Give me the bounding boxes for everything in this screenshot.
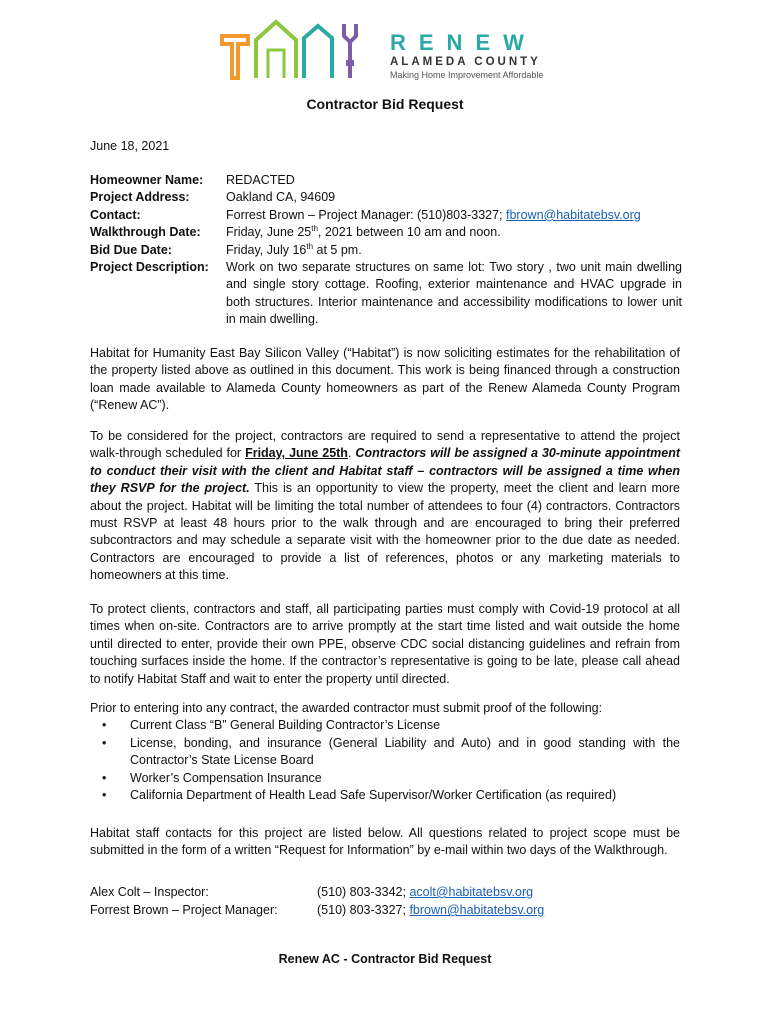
list-item-text: California Department of Health Lead Safe Supervisor/Worker Certification (as required) <box>130 788 617 803</box>
due-row <box>90 242 682 259</box>
page-footer: Renew AC - Contractor Bid Request <box>278 952 492 966</box>
list-item-text: License, bonding, and insurance (General Liability and Auto) and in good standing with the Contractor’s State License Board <box>130 735 680 768</box>
walkthrough-text-a: To be considered for the project, contractors are required to send a representative to attend the project walk-through scheduled for <box>90 429 680 461</box>
staff-contacts <box>90 883 682 919</box>
project-info <box>90 172 682 329</box>
bullet-icon: • <box>102 735 107 750</box>
walkthrough-date-emphasis: Friday, June 25th <box>245 446 348 461</box>
description-label: Project Description: <box>90 260 209 275</box>
description-row <box>90 259 682 329</box>
address-value: Oakland CA, 94609 <box>226 190 336 205</box>
appointment-notice: Contractors will be assigned a 30-minute appointment to conduct their visit with the client and Habitat staff – contractors will be assigned a time when they RSVP for the project. <box>90 446 680 496</box>
requirements-list <box>90 717 680 804</box>
address-label: Project Address: <box>90 190 190 205</box>
contact-phone: (510) 803-3342; <box>317 885 410 899</box>
contact-label: Contact: <box>90 207 141 222</box>
document-date: June 18, 2021 <box>90 139 170 153</box>
contact-name: Forrest Brown – Project Manager: <box>90 903 278 917</box>
logo-tagline: Making Home Improvement Affordable <box>390 70 544 80</box>
requirements-section <box>90 700 680 804</box>
contact-text: Forrest Brown – Project Manager: (510)803-3327; <box>226 207 506 222</box>
list-item <box>90 787 680 804</box>
walkthrough-row <box>90 224 682 241</box>
page-title: Contractor Bid Request <box>306 96 464 112</box>
homeowner-value: REDACTED <box>226 173 295 187</box>
staff-contacts-text: Habitat staff contacts for this project are listed below. All questions related to project scope must be submitted in the form of a written “Request for Information” by e-mail within two days of the Walkthrough. <box>90 826 680 858</box>
renew-logo <box>218 16 558 82</box>
covid-paragraph <box>90 601 680 688</box>
contact-details <box>317 883 533 901</box>
list-item-text: Worker’s Compensation Insurance <box>130 770 322 785</box>
walkthrough-date: Friday, June 25 <box>226 225 312 240</box>
contact-row <box>90 207 682 224</box>
list-item-text: Current Class “B” General Building Contractor’s License <box>130 718 441 733</box>
homeowner-label: Homeowner Name: <box>90 173 204 187</box>
contact-value <box>226 207 682 224</box>
due-sup: th <box>306 241 314 251</box>
list-item <box>90 717 680 734</box>
due-value <box>226 242 682 259</box>
bullet-icon: • <box>102 718 107 733</box>
walkthrough-paragraph <box>90 428 680 585</box>
list-item <box>90 770 680 787</box>
house-tools-icon <box>218 16 378 82</box>
logo-county: ALAMEDA COUNTY <box>390 56 541 68</box>
covid-text: To protect clients, contractors and staff, all participating parties must comply with Covid-19 protocol at all times when on-site. Contractors are to arrive promptly at the start time listed and wait outside the home until directed to enter, provide their own PPE, observe CDC social distancing guidelines and refrain from touching surfaces inside the home. If the contractor’s representative is going to be late, please call ahead to notify Habitat Staff and wait to enter the property until directed. <box>90 602 680 686</box>
due-time: at 5 pm. <box>313 242 362 257</box>
walkthrough-text <box>90 428 680 585</box>
due-date: Friday, July 16 <box>226 242 307 257</box>
logo-word: RENEW <box>390 30 537 55</box>
bullet-icon: • <box>102 788 107 803</box>
walkthrough-sup: th <box>311 224 318 234</box>
bullet-icon: • <box>102 770 107 785</box>
requirements-intro: Prior to entering into any contract, the awarded contractor must submit proof of the following: <box>90 701 603 715</box>
walkthrough-dot: . <box>347 446 356 461</box>
address-row <box>90 189 682 206</box>
contact-phone: (510) 803-3327; <box>317 903 410 917</box>
contact-email-link[interactable]: fbrown@habitatebsv.org <box>506 207 641 222</box>
walkthrough-label: Walkthrough Date: <box>90 225 201 240</box>
walkthrough-value <box>226 224 682 241</box>
contact-row-inspector <box>90 883 682 901</box>
contact-email-link[interactable]: acolt@habitatebsv.org <box>409 885 534 899</box>
due-label: Bid Due Date: <box>90 242 172 257</box>
list-item <box>90 735 680 770</box>
contact-row-project-manager <box>90 901 682 919</box>
staff-contacts-paragraph <box>90 825 680 860</box>
intro-text: Habitat for Humanity East Bay Silicon Valley (“Habitat”) is now soliciting estimates for the rehabilitation of the property listed above as outlined in this document. This work is being financed through a construction loan made available to Alameda County homeowners as part of the Renew Alameda County Program (“Renew AC”). <box>90 346 680 413</box>
contact-email-link[interactable]: fbrown@habitatebsv.org <box>409 903 545 917</box>
contact-details <box>317 901 544 919</box>
homeowner-row <box>90 172 682 189</box>
walkthrough-time: , 2021 between 10 am and noon. <box>317 225 501 240</box>
contact-name: Alex Colt – Inspector: <box>90 885 209 899</box>
description-value: Work on two separate structures on same lot: Two story , two unit main dwelling and single story cottage. Roofing, exterior maintenance and HVAC upgrade in both structures. Interior maintenance and accessibility modifications to lower unit in main dwelling. <box>226 260 682 327</box>
walkthrough-text-b: This is an opportunity to view the property, meet the client and learn more about the project. Habitat will be limiting the total number of attendees to four (4) contractors. Contractors must RSVP at least 48 hours prior to the walk through and are encouraged to bring their preferred subcontractors and may schedule a separate visit with the homeowner prior to the due date as needed. Contractors are encouraged to provide a list of references, photos or any marketing materials to homeowners at this time. <box>90 481 680 583</box>
intro-paragraph <box>90 345 680 415</box>
